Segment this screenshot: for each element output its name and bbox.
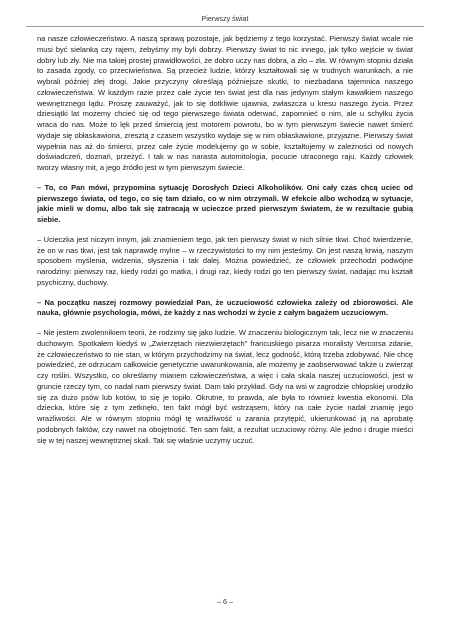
interview-question: – Na początku naszej rozmowy powiedział Pan, że uczuciowość człowieka zależy od zbiorowości. Ale nauka, głównie psychologia, mówi, że każdy z nas wchodzi w życie z całym bagażem uczuciowym. — [37, 297, 413, 318]
page-number: – 6 – — [217, 597, 233, 606]
header-rule — [26, 26, 424, 27]
page-body — [37, 34, 413, 446]
interview-question: – To, co Pan mówi, przypomina sytuację Dorosłych Dzieci Alkoholików. Oni cały czas chcą uciec od pierwszego świata, od tego, co się tam działo, co w nim otrzymali. W efekcie albo wchodzą w sytuacje, jakie mieli w domu, albo tak się zatracają w ucieczce przed pierwszym światem, że w rezultacie gubią siebie. — [37, 182, 413, 224]
body-paragraph: na nasze człowieczeństwo. A naszą sprawą pozostaje, jak będziemy z tego korzystać. Pierwszy świat wcale nie musi być sielanką czy rajem, żebyśmy my byli dobrzy. Pierwszy świat to nic innego, jak tylko wejście w świat dobry lub zły. Nie ma takiej prostej prawidłowości, że dobro uczy nas dobra, a zło – zła. W równym stopniu działa to zasada zgody, co przeciwieństwa. Są przecież ludzie, którzy kształtowali się w trudnych warunkach, a nie wybrali później złej drogi. Jakie przyczyny określają późniejsze skutki, to niezbadana tajemnica naszego człowieczeństwa. W każdym razie przez całe życie ten świat jest dla nas jedynym stałym kawałkiem naszego wewnętrznego lądu. Proszę zauważyć, jak to się dotkliwie ujawnia, zwłaszcza u kresu naszego życia. Przez dziesiątki lat możemy chcieć się od tego pierwszego świata oderwać, zapomnieć o nim, ale u schyłku życia wraca do nas. Może to lęk przed śmiercią jest motorem powrotu, bo w tym pierwszym świecie nawet śmierć wydaje się obłaskawiona, zresztą z czasem wszystko wydaje się w nim obłaskawione, przyjazne. Pierwszy świat wypełnia nas aż do śmierci, przez całe życie modelujemy go w sobie, kształtujemy w zależności od nowych doświadczeń, doznań, przeżyć. I tak w nas narasta automitologia, pocucie utraconego raju. Każdy człowiek tworzy własny mit, a jego źródło jest w tym pierwszym świecie. — [37, 34, 413, 172]
body-paragraph: – Ucieczka jest niczym innym, jak znamieniem tego, jak ten pierwszy świat w nich silnie tkwi. Choć twierdzenie, że on w nas tkwi, jest tak naprawdę mylne – w rzeczywistości to my nim jesteśmy. On jest naszą krwią, naszym sposobem myślenia, widzenia, słyszenia i tak dalej. Można powiedzieć, że człowiek przechodzi podwójne narodziny: pierwszy raz, kiedy rodzi go matka, i drugi raz, kiedy rodzi go ten pierwszy świat, nadając mu kształt psychiczny, duchowy. — [37, 234, 413, 287]
body-paragraph: – Nie jestem zwolennikiem teorii, że rodzimy się jako ludzie. W znaczeniu biologicznym tak, lecz nie w znaczeniu duchowym. Spotkałem kiedyś w „Zwierzętach niezwierzętach" francuskiego pisarza moralisty Vercorsa zdanie, że człowieczeństwo to nie stan, w którym przychodzimy na świat, lecz godność, którą trzeba zdobywać. Nie chcę powiedzieć, że odrzucam całkowicie genetyczne uwarunkowania, ale możemy je zaobserwować także u zwierząt czy roślin. Wszystko, co określamy mianem człowieczeństwa, a więc i cała skala naszej uczuciowości, jest w gruncie rzeczy tym, co nadał nam pierwszy świat. Dam taki przykład. Gdy na wsi w zagrodzie chłopskiej urodziło się za dużo psów lub kotów, to się je topiło. Okrutne, to prawda, ale była to również kwestia ekonomii. Dla dziecka, które się z tym zetknęło, ten fakt mógł być wstrząsem, który na całe życie nadał znamię jego wrażliwości. Ale w równym stopniu mógł tę wrażliwość u zarania przytępić, ukierunkować ją na aprobatę podobnych faktów, czy nawet na obojętność. Ten sam fakt, a rezultat uczuciowy różny. Ale jedno i drugie mieści się w tej naszej wewnętrznej skali. Tak się właśnie uczymy uczuć. — [37, 328, 413, 445]
running-head-title: Pierwszy świat — [201, 14, 249, 23]
